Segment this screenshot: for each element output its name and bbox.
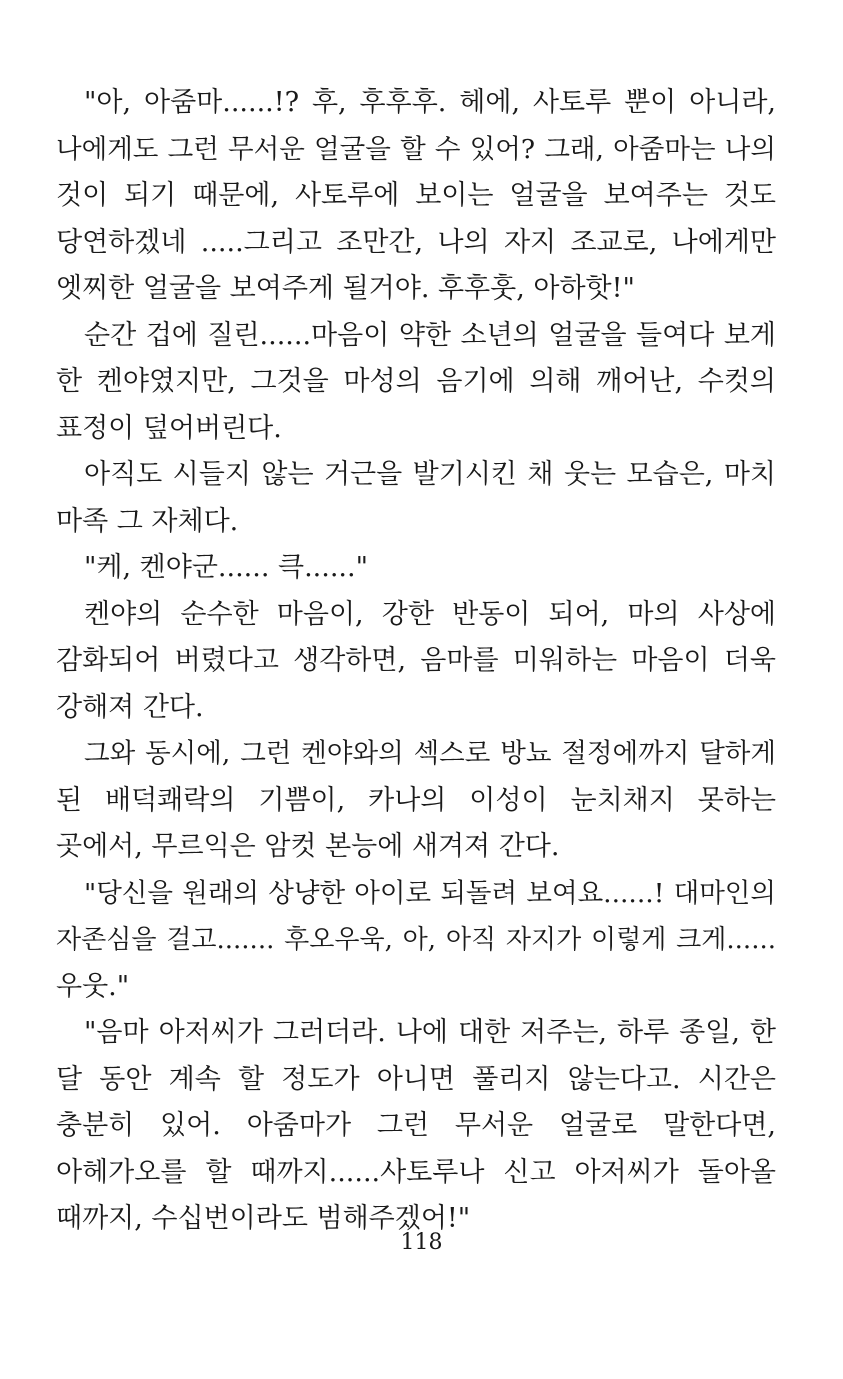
paragraph [56,592,776,732]
text-line: "음마 아저씨가 그러더라. 나에 대한 저주는, 하루 종일, 한 [84,1017,776,1048]
paragraph [56,313,776,453]
book-page-body [56,80,776,1243]
text-line: "케, 켄야군...... 큭......" [84,552,368,583]
text-line: 순간 겁에 질린......마음이 약한 소년의 얼굴을 들여다 보게 [84,319,776,351]
text-line: 나에게도 그런 무서운 얼굴을 할 수 있어? 그래, 아줌마는 나의 [56,133,776,165]
text-line: 자존심을 걸고....... 후오우욱, 아, 아직 자지가 이렇게 크게...... [56,925,776,955]
text-line: 때까지, 수십번이라도 범해주겠어!" [56,1203,471,1234]
text-line: 엣찌한 얼굴을 보여주게 될거야. 후후훗, 아하핫!" [56,273,635,304]
text-line: 강해져 간다. [56,691,204,723]
text-line: 마족 그 자체다. [56,505,239,537]
page-number: 118 [400,1230,443,1255]
paragraph [56,452,776,545]
text-line: 곳에서, 무르익은 암컷 본능에 새겨져 간다. [56,831,560,862]
text-line: "당신을 원래의 상냥한 아이로 되돌려 보여요......! 대마인의 [84,877,776,909]
text-line: 감화되어 버렸다고 생각하면, 음마를 미워하는 마음이 더욱 [56,645,776,676]
paragraph [56,731,776,871]
text-line: 그와 동시에, 그런 켄야와의 섹스로 방뇨 절정에까지 달하게 [84,738,776,769]
text-line: 당연하겠네 .....그리고 조만간, 나의 자지 조교로, 나에게만 [56,226,776,258]
text-line: 우웃." [56,970,130,1002]
text-line: "아, 아줌마......!? 후, 후후후. 헤에, 사토루 뿐이 아니라, [84,87,776,118]
paragraph [56,545,776,592]
paragraph [56,1010,776,1243]
text-line: 달 동안 계속 할 정도가 아니면 풀리지 않는다고. 시간은 [56,1063,776,1095]
text-line: 충분히 있어. 아줌마가 그런 무서운 얼굴로 말한다면, [56,1110,776,1141]
paragraph [56,871,776,1011]
text-line: 한 켄야였지만, 그것을 마성의 음기에 의해 깨어난, 수컷의 [56,366,776,397]
text-line: 표정이 덮어버린다. [56,412,282,444]
text-line: 켄야의 순수한 마음이, 강한 반동이 되어, 마의 사상에 [84,598,776,630]
text-line: 아직도 시들지 않는 거근을 발기시킨 채 웃는 모습은, 마치 [84,459,776,490]
text-line: 아헤가오를 할 때까지......사토루나 신고 아저씨가 돌아올 [56,1156,776,1188]
text-line: 것이 되기 때문에, 사토루에 보이는 얼굴을 보여주는 것도 [56,180,776,211]
text-line: 된 배덕쾌락의 기쁨이, 카나의 이성이 눈치채지 못하는 [56,784,776,816]
paragraph [56,80,776,313]
